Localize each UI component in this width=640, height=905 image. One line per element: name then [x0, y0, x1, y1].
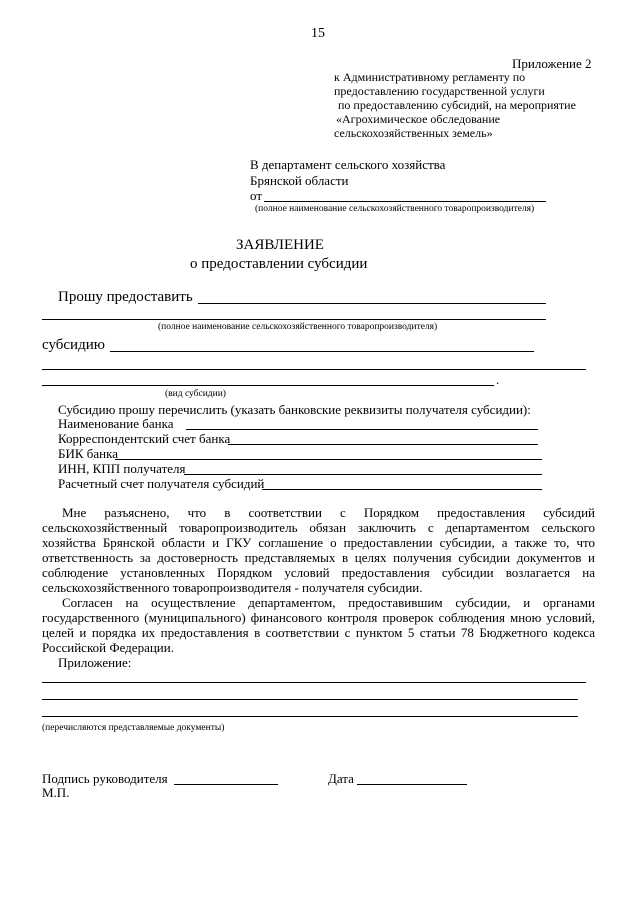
from-caption: (полное наименование сельскохозяйственного товаропроизводителя)	[255, 204, 535, 214]
appendix-line: сельскохозяйственных земель»	[334, 126, 493, 140]
subsidy-end-dot: .	[496, 372, 500, 387]
addressee-line: Брянской области	[250, 173, 349, 188]
appendix-title: Приложение 2	[512, 56, 592, 71]
attachment-field-line[interactable]	[42, 682, 586, 683]
bank-field-label: Расчетный счет получателя субсидий	[58, 476, 265, 491]
type-caption: (вид субсидии)	[165, 389, 226, 399]
document-subtitle: о предоставлении субсидии	[190, 256, 368, 272]
page-number: 15	[311, 26, 325, 41]
appendix-line: по предоставлению субсидий, на мероприятие	[338, 98, 576, 112]
explanation-text: Мне разъяснено, что в соответствии с Порядком предоставления субсидий сельскохозяйственный товаропроизводитель обязан заключить с департаментом сельского хозяйства Брянской области и ГКУ соглашение о предоставлении субсидии, а также то, что ответственность за достоверность представляемых в целях получения субсидии документов и соблюдение установленных Порядком условий предоставления субсидии возлагается на сельскохозяйственного товаропроизводителя - получателя субсидии.	[42, 505, 595, 595]
date-field[interactable]	[357, 784, 467, 785]
appendix-line: «Агрохимическое обследование	[336, 112, 501, 126]
date-label: Дата	[328, 771, 354, 786]
attachment-field-line[interactable]	[42, 699, 578, 700]
bank-field-label: Корреспондентский счет банка	[58, 431, 231, 446]
consent-paragraph	[42, 595, 595, 655]
document-title: ЗАЯВЛЕНИЕ	[236, 237, 324, 253]
bank-field-label: Наименование банка	[58, 416, 174, 431]
inn-kpp-field[interactable]	[184, 474, 542, 475]
name-caption: (полное наименование сельскохозяйственного товаропроизводителя)	[158, 322, 438, 332]
bank-name-field[interactable]	[186, 429, 538, 430]
subsidy-field-line[interactable]	[42, 385, 494, 386]
subsidy-field-line[interactable]	[110, 351, 534, 352]
addressee-line: В департамент сельского хозяйства	[250, 157, 446, 172]
settlement-account-field[interactable]	[262, 489, 542, 490]
request-field-line[interactable]	[42, 319, 546, 320]
request-field-line[interactable]	[198, 303, 546, 304]
signature-field[interactable]	[174, 784, 278, 785]
consent-text: Согласен на осуществление департаментом, предоставившим субсидии, и органами государственного (муниципального) финансового контроля проверок соблюдения мною условий, целей и порядка их предоставления в соответствии с пунктом 5 статьи 78 Бюджетного кодекса Российской Федерации.	[42, 595, 595, 655]
subsidy-field-line[interactable]	[42, 369, 586, 370]
from-field-line[interactable]	[264, 201, 546, 202]
bank-field-label: ИНН, КПП получателя	[58, 461, 186, 476]
appendix-line: к Административному регламенту по	[334, 70, 526, 84]
corr-account-field[interactable]	[228, 444, 538, 445]
stamp-label: М.П.	[42, 785, 70, 800]
from-label: от	[250, 188, 263, 203]
request-prompt: Прошу предоставить	[58, 289, 193, 305]
explanation-paragraph	[42, 505, 595, 595]
signature-label: Подпись руководителя	[42, 771, 168, 786]
bank-field-label: БИК банка	[58, 446, 119, 461]
bank-intro: Субсидию прошу перечислить (указать банковские реквизиты получателя субсидии):	[58, 402, 531, 417]
bik-field[interactable]	[115, 459, 542, 460]
appendix-line: предоставлению государственной услуги	[334, 84, 545, 98]
attachment-label: Приложение:	[58, 655, 132, 670]
subsidy-label: субсидию	[42, 337, 105, 353]
attachment-caption: (перечисляются представляемые документы)	[42, 723, 225, 733]
attachment-field-line[interactable]	[42, 716, 578, 717]
